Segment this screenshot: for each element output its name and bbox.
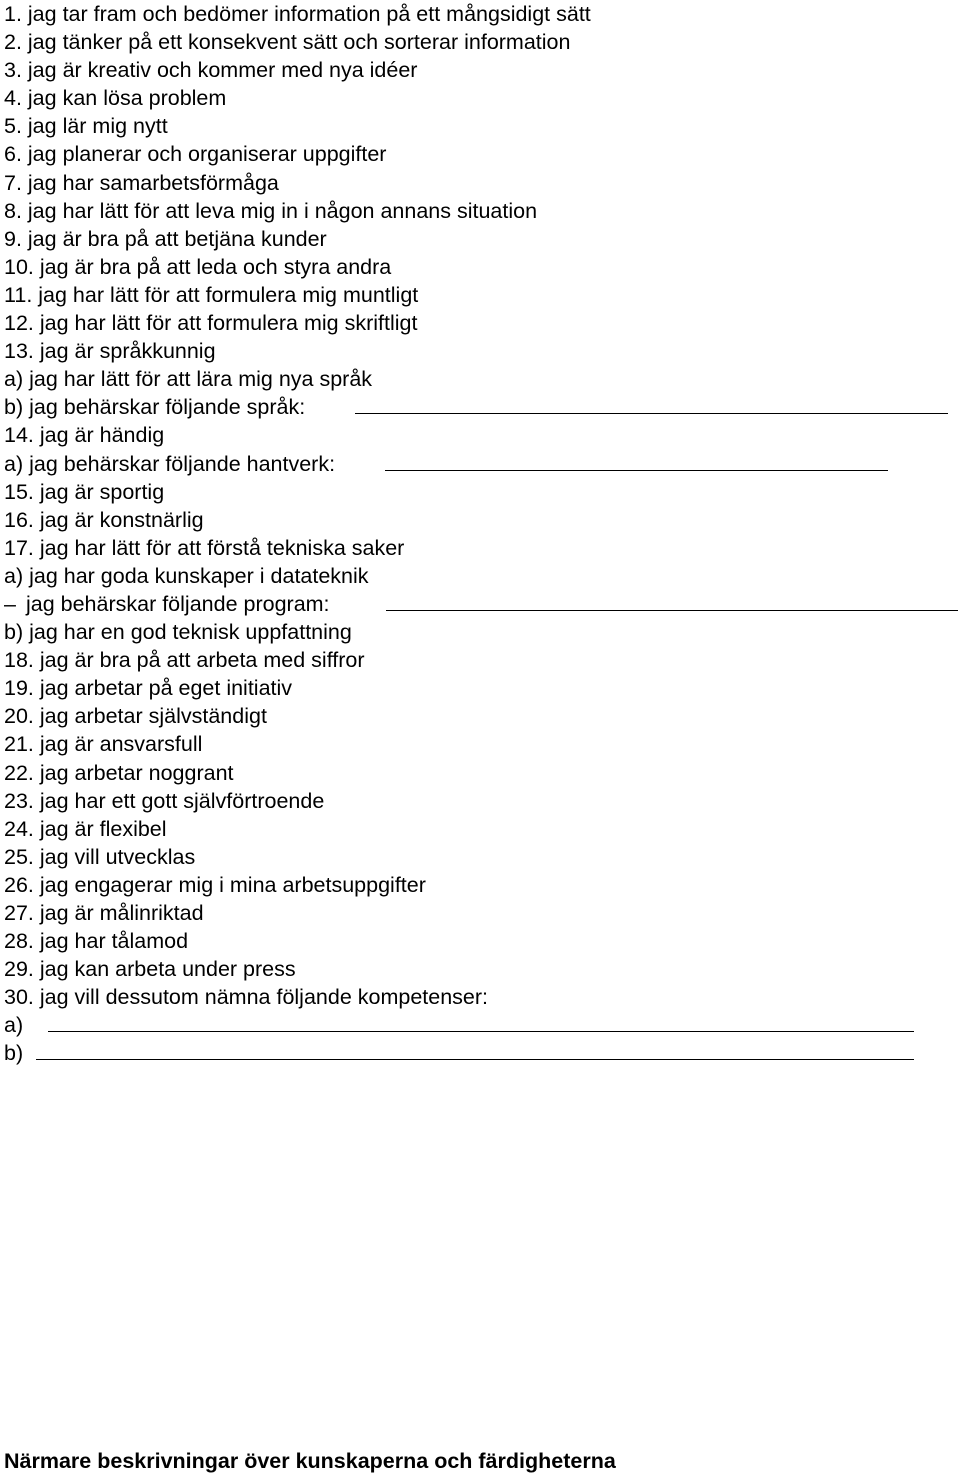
list-item (4, 646, 960, 674)
list-item-text: a) (4, 1013, 24, 1038)
list-item-text: 22. jag arbetar noggrant (4, 760, 234, 785)
skills-list (4, 0, 960, 1068)
list-item (4, 674, 960, 702)
list-item (4, 56, 960, 84)
list-item-text: 16. jag är konstnärlig (4, 507, 204, 532)
list-item-text: 8. jag har lätt för att leva mig in i någon annans situation (4, 198, 538, 223)
list-item (4, 1011, 960, 1039)
list-item (4, 0, 960, 28)
list-item (4, 140, 960, 168)
list-item-text: a) jag har lätt för att lära mig nya språk (4, 367, 373, 392)
list-item (4, 112, 960, 140)
list-item-text: 9. jag är bra på att betjäna kunder (4, 226, 327, 251)
list-item (4, 927, 960, 955)
list-item (4, 590, 960, 618)
list-item-text: 19. jag arbetar på eget initiativ (4, 676, 293, 701)
list-item (4, 337, 960, 365)
list-item-text: 18. jag är bra på att arbeta med siffror (4, 648, 365, 673)
list-item (4, 871, 960, 899)
list-item (4, 702, 960, 730)
list-item-text: 23. jag har ett gott självförtroende (4, 788, 325, 813)
list-item (4, 562, 960, 590)
list-item-text: 2. jag tänker på ett konsekvent sätt och sorterar information (4, 30, 571, 55)
list-item-text: 26. jag engagerar mig i mina arbetsuppgifter (4, 872, 426, 897)
list-item-text: 20. jag arbetar självständigt (4, 704, 267, 729)
list-item-text: 7. jag har samarbetsförmåga (4, 170, 279, 195)
list-item (4, 28, 960, 56)
list-item (4, 281, 960, 309)
dash-marker: – (4, 591, 16, 616)
list-item (4, 450, 960, 478)
list-item (4, 899, 960, 927)
list-item-text: a) jag har goda kunskaper i datateknik (4, 563, 369, 588)
list-item (4, 225, 960, 253)
list-item-text: 12. jag har lätt för att formulera mig skriftligt (4, 311, 418, 336)
list-item (4, 534, 960, 562)
list-item-text: 30. jag vill dessutom nämna följande kompetenser: (4, 985, 489, 1010)
list-item (4, 618, 960, 646)
list-item (4, 759, 960, 787)
list-item-text: b) jag behärskar följande språk: (4, 395, 306, 420)
list-item-text: 6. jag planerar och organiserar uppgifter (4, 142, 387, 167)
list-item-text: 17. jag har lätt för att förstå tekniska saker (4, 535, 405, 560)
list-item-text: 5. jag lär mig nytt (4, 114, 168, 139)
list-item-text: 29. jag kan arbeta under press (4, 957, 296, 982)
list-item (4, 983, 960, 1011)
fill-in-blank[interactable] (36, 1039, 914, 1060)
list-item-text: b) (4, 1041, 24, 1066)
fill-in-blank[interactable] (355, 393, 948, 414)
list-item-text: 3. jag är kreativ och kommer med nya idéer (4, 58, 418, 83)
list-item-text: 28. jag har tålamod (4, 929, 189, 954)
list-item (4, 1039, 960, 1067)
list-item-text: 10. jag är bra på att leda och styra andra (4, 254, 392, 279)
list-item (4, 197, 960, 225)
list-item (4, 787, 960, 815)
list-item-text: 13. jag är språkkunnig (4, 339, 216, 364)
list-item-text: 25. jag vill utvecklas (4, 844, 196, 869)
list-item-text: 11. jag har lätt för att formulera mig muntligt (4, 282, 419, 307)
fill-in-blank[interactable] (386, 590, 958, 611)
list-item (4, 421, 960, 449)
list-item-text: 4. jag kan lösa problem (4, 86, 227, 111)
list-item (4, 253, 960, 281)
fill-in-blank[interactable] (48, 1011, 914, 1032)
list-item-text: b) jag har en god teknisk uppfattning (4, 620, 352, 645)
list-item (4, 730, 960, 758)
list-item (4, 843, 960, 871)
section-heading: Närmare beskrivningar över kunskaperna och färdigheterna (4, 1449, 616, 1473)
list-item-text: 14. jag är händig (4, 423, 165, 448)
list-item (4, 393, 960, 421)
list-item-text: 1. jag tar fram och bedömer information på ett mångsidigt sätt (4, 2, 591, 26)
fill-in-blank[interactable] (385, 450, 888, 471)
list-item (4, 815, 960, 843)
list-item-text: a) jag behärskar följande hantverk: (4, 451, 336, 476)
list-item (4, 309, 960, 337)
list-item (4, 365, 960, 393)
list-item-text: 24. jag är flexibel (4, 816, 167, 841)
list-item-text: jag behärskar följande program: (25, 591, 330, 616)
list-item-text: 21. jag är ansvarsfull (4, 732, 203, 757)
list-item (4, 169, 960, 197)
list-item (4, 478, 960, 506)
list-item (4, 84, 960, 112)
list-item (4, 955, 960, 983)
list-item-text: 15. jag är sportig (4, 479, 165, 504)
list-item-text: 27. jag är målinriktad (4, 901, 204, 925)
list-item (4, 506, 960, 534)
